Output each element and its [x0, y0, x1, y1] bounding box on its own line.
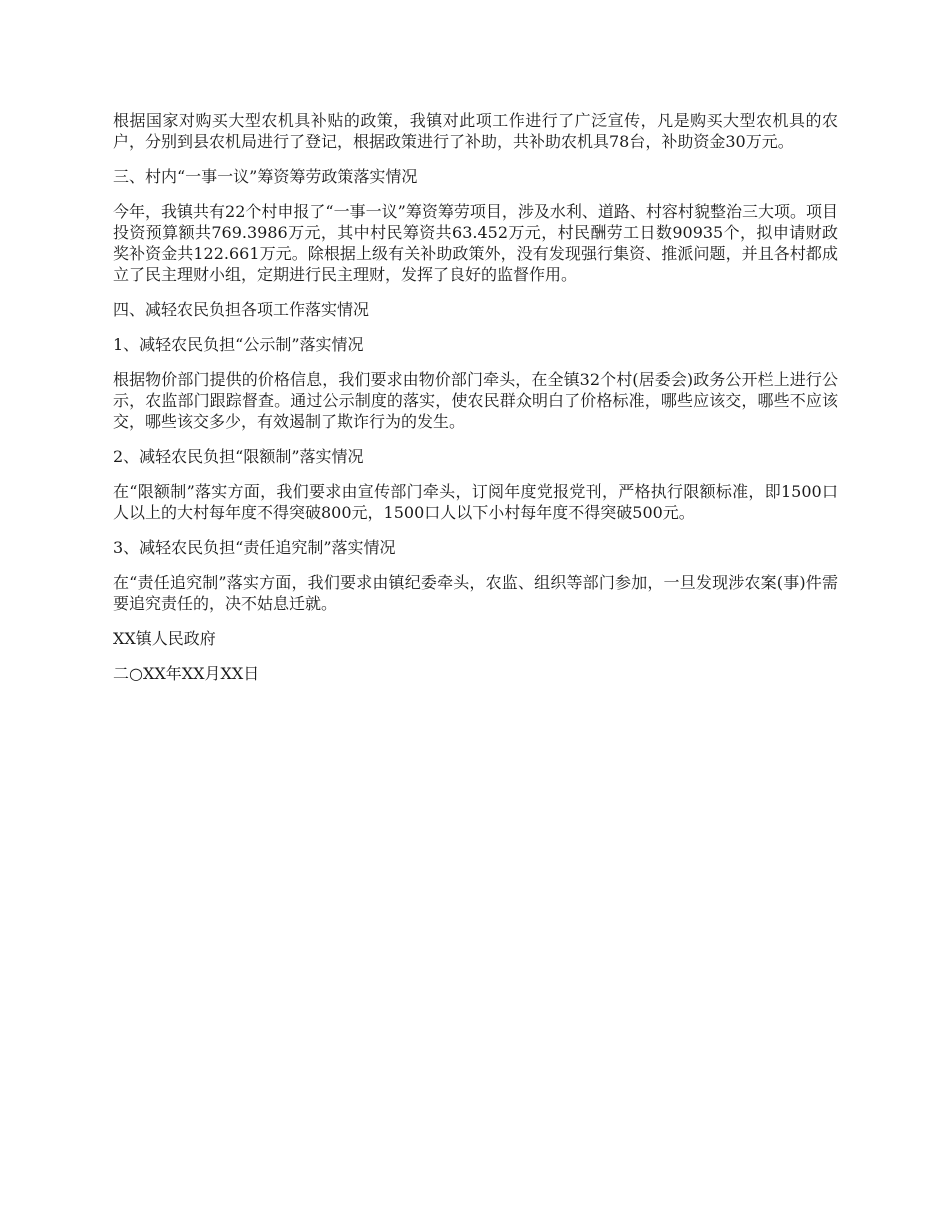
subheading-accountability-system: 3、减轻农民负担“责任追究制”落实情况	[113, 538, 396, 557]
paragraph-accountability-system: 在“责任追究制”落实方面，我们要求由镇纪委牵头，农监、组织等部门参加，一旦发现涉农案(事)件需要追究责任的，决不姑息迁就。	[113, 573, 838, 613]
paragraph-farm-machinery-subsidy: 根据国家对购买大型农机具补贴的政策，我镇对此项工作进行了广泛宣传，凡是购买大型农机具的农户，分别到县农机局进行了登记，根据政策进行了补助，共补助农机具78台，补助资金30万元。	[113, 111, 838, 151]
paragraph-one-matter-one-discussion: 今年，我镇共有22个村申报了“一事一议”筹资筹劳项目，涉及水利、道路、村容村貌整治三大项。项目投资预算额共769.3986万元，其中村民筹资共63.452万元，村民酬劳工日数90935个，拟申请财政奖补资金共122.661万元。除根据上级有关补助政策外，没有发现强行集资、推派问题，并且各村都成立了民主理财小组，定期进行民主理财，发挥了良好的监督作用。	[113, 202, 838, 284]
section-heading-4: 四、减轻农民负担各项工作落实情况	[113, 300, 370, 319]
paragraph-disclosure-system: 根据物价部门提供的价格信息，我们要求由物价部门牵头，在全镇32个村(居委会)政务公开栏上进行公示，农监部门跟踪督查。通过公示制度的落实，使农民群众明白了价格标准，哪些应该交，哪些不应该交，哪些该交多少，有效遏制了欺诈行为的发生。	[113, 370, 838, 431]
subheading-quota-system: 2、减轻农民负担“限额制”落实情况	[113, 447, 364, 466]
signature-date: 二○XX年XX月XX日	[113, 664, 260, 683]
subheading-disclosure-system: 1、减轻农民负担“公示制”落实情况	[113, 335, 364, 354]
signature-government: XX镇人民政府	[113, 629, 216, 648]
section-heading-3: 三、村内“一事一议”筹资筹劳政策落实情况	[113, 167, 418, 186]
paragraph-quota-system: 在“限额制”落实方面，我们要求由宣传部门牵头，订阅年度党报党刊，严格执行限额标准，即1500口人以上的大村每年度不得突破800元，1500口人以下小村每年度不得突破500元。	[113, 482, 838, 522]
